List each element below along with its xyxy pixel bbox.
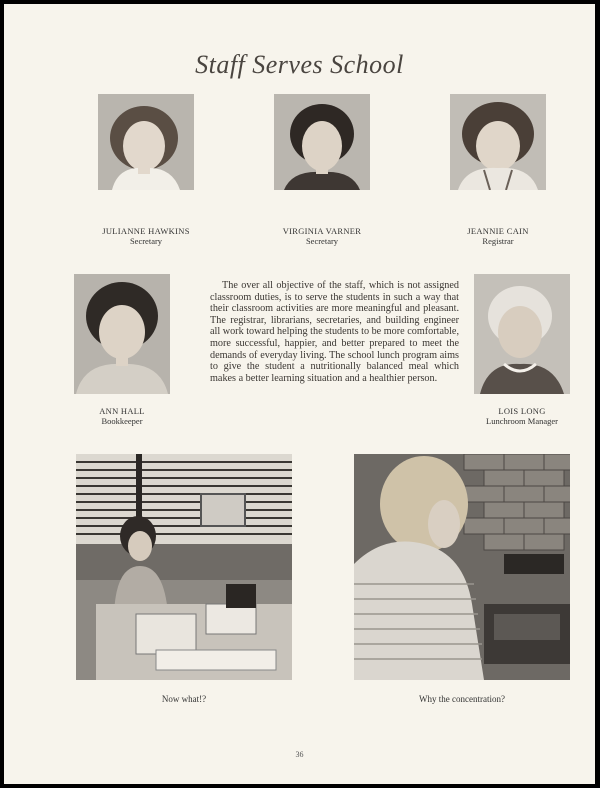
staff-role: Bookkeeper <box>101 416 143 426</box>
portrait-image <box>450 94 546 190</box>
caption-jeannie-cain <box>440 226 556 246</box>
caption-lois-long <box>462 406 582 426</box>
portrait-ann-hall <box>74 274 170 394</box>
staff-role: Registrar <box>482 236 514 246</box>
portrait-virginia-varner <box>274 94 370 190</box>
portrait-image <box>274 94 370 190</box>
staff-name: VIRGINIA VARNER <box>282 226 362 236</box>
staff-description: The over all objective of the staff, which is not assigned classroom duties, is to serve the students in such a way that their classroom activities are more meaningful and pleasant. The registrar, librarians, secretaries, and building engineer all work toward helping the students to be more comfortable, more successful, happier, and better prepared to meet the demands of everyday living. The school lunch program aims to give the student a nutritionally balanced meal which makes a better learning situation and a healthier person. <box>210 280 459 384</box>
office-photo-image <box>76 454 292 680</box>
staff-name: JEANNIE CAIN <box>467 226 529 236</box>
portrait-image <box>98 94 194 190</box>
portrait-julianne-hawkins <box>98 94 194 190</box>
caption-ann-hall <box>64 406 180 426</box>
staff-role: Lunchroom Manager <box>486 416 558 426</box>
staff-name: ANN HALL <box>99 406 145 416</box>
yearbook-page <box>4 4 595 784</box>
typing-photo-caption: Why the concentration? <box>419 694 505 704</box>
caption-julianne-hawkins <box>88 226 204 246</box>
page-number: 36 <box>295 750 304 759</box>
typing-photo-image <box>354 454 570 680</box>
caption-virginia-varner <box>262 226 382 246</box>
portrait-image <box>74 274 170 394</box>
page-title: Staff Serves School <box>195 50 404 79</box>
staff-name: JULIANNE HAWKINS <box>102 226 190 236</box>
portrait-jeannie-cain <box>450 94 546 190</box>
typing-photo <box>354 454 570 680</box>
staff-name: LOIS LONG <box>498 406 546 416</box>
staff-role: Secretary <box>305 236 339 246</box>
office-photo-caption: Now what!? <box>161 694 207 704</box>
portrait-image <box>474 274 570 394</box>
staff-role: Secretary <box>129 236 163 246</box>
office-photo <box>76 454 292 680</box>
portrait-lois-long <box>474 274 570 394</box>
